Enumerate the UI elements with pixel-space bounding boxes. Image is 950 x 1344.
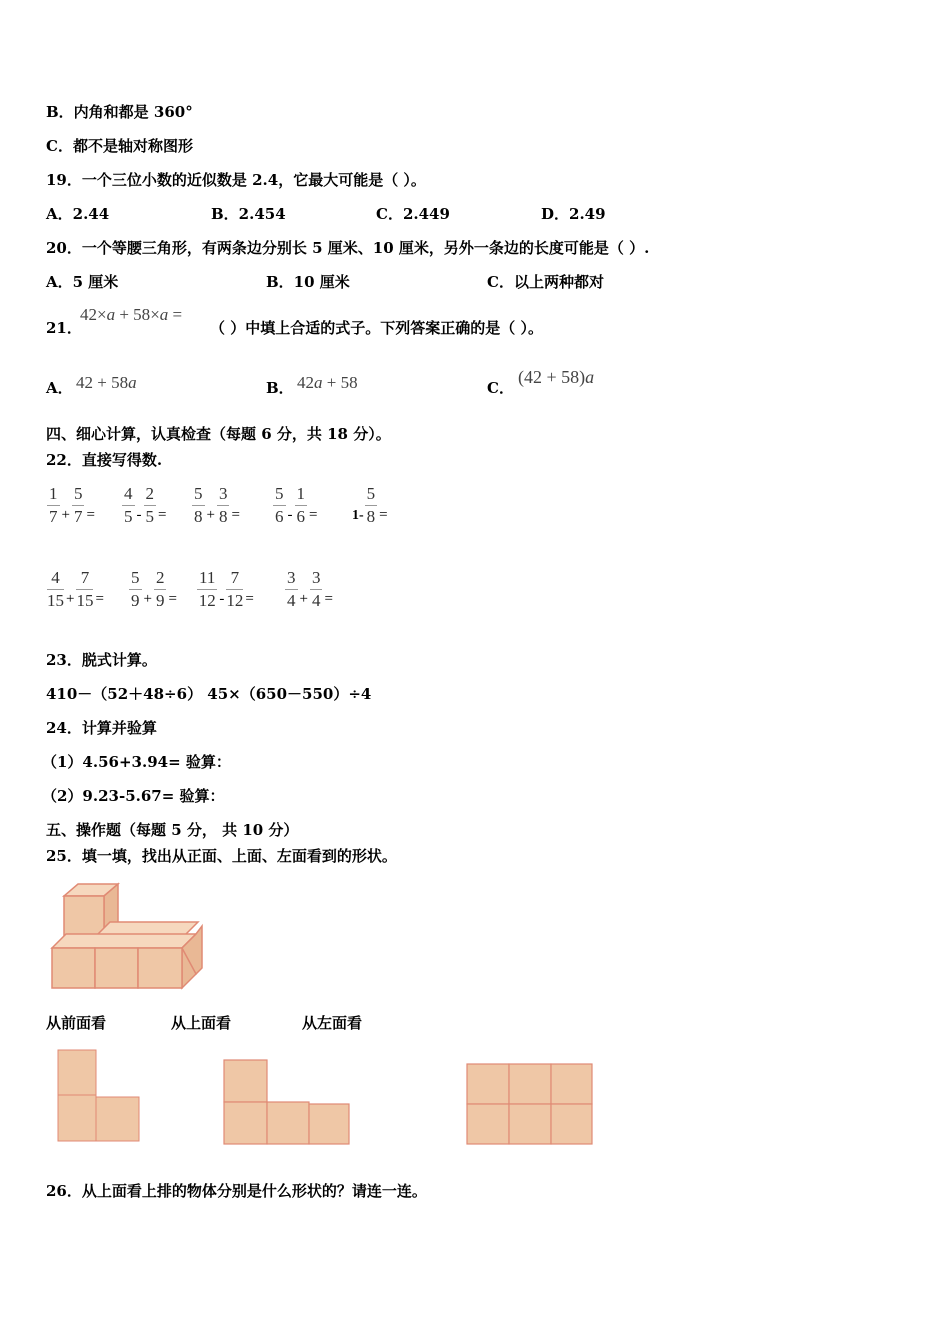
q21-option-a-label: A． — [46, 379, 73, 397]
q22-item-1: $\frac{1}{7}$ + $\frac{5}{7}$ = — [49, 484, 95, 526]
q18-option-b: B．内角和都是 360° — [46, 103, 193, 121]
square-tile — [224, 1060, 267, 1102]
square-tile — [467, 1064, 509, 1104]
q23-expressions: 410－（52＋48÷6） 45×（650－550）÷4 — [46, 685, 372, 703]
square-tile — [58, 1050, 96, 1095]
q21-expression: 42×a + 58×a = — [80, 305, 183, 324]
fraction: $\frac{7}{12}$ — [226, 568, 244, 610]
cube-front-face — [95, 948, 138, 988]
fraction: $\frac{2}{5}$ — [145, 484, 154, 526]
square-tile — [267, 1102, 309, 1144]
fraction: $\frac{5}{9}$ — [131, 568, 140, 610]
front-view-shape — [56, 1049, 142, 1143]
square-tile — [467, 1104, 509, 1144]
q26-stem: 26．从上面看上排的物体分别是什么形状的？请连一连。 — [46, 1182, 427, 1200]
square-tile — [58, 1095, 96, 1141]
fraction: $\frac{3}{4}$ — [287, 568, 296, 610]
fraction: $\frac{3}{8}$ — [218, 484, 228, 526]
q21-option-b-label: B． — [266, 379, 294, 397]
q21-option-a-expr: 42 + 58a — [76, 373, 137, 392]
q22-item-9: $\frac{3}{4}$ + $\frac{3}{4}$ = — [287, 568, 333, 610]
cube-front-face — [64, 896, 104, 936]
top-view-shape — [222, 1058, 352, 1146]
left-view-label: 从左面看 — [302, 1014, 363, 1032]
fraction: $\frac{5}{8}$ — [194, 484, 203, 526]
q19-option-b: B．2.454 — [211, 205, 286, 223]
q22-item-8: $\frac{11}{12}$ - $\frac{7}{12}$ = — [198, 568, 254, 610]
square-tile — [96, 1097, 139, 1141]
q21-option-b-expr: 42a + 58 — [297, 373, 358, 392]
q24-stem: 24．计算并验算 — [46, 719, 157, 737]
q25-stem: 25．填一填，找出从正面、上面、左面看到的形状。 — [46, 847, 397, 865]
q24-part-2: （2）9.23-5.67= 验算： — [42, 787, 225, 805]
fraction: $\frac{7}{15}$ — [76, 568, 94, 610]
q20-option-c: C．以上两种都对 — [487, 273, 604, 291]
fraction: $\frac{3}{4}$ — [311, 568, 321, 610]
fraction: $\frac{5}{7}$ — [73, 484, 83, 526]
section-4-title: 四、细心计算，认真检查（每题 6 分，共 18 分）。 — [46, 425, 391, 443]
square-tile — [224, 1102, 267, 1144]
front-view-label: 从前面看 — [46, 1014, 107, 1032]
square-tile — [309, 1104, 349, 1144]
square-tile — [509, 1104, 551, 1144]
q19-option-a: A．2.44 — [46, 205, 110, 223]
q22-stem: 22．直接写得数. — [46, 451, 163, 469]
fraction: $\frac{11}{12}$ — [198, 568, 216, 610]
fraction: $\frac{4}{15}$ — [47, 568, 64, 610]
cube-front-face — [52, 948, 95, 988]
q22-item-5: 1- $\frac{5}{8}$ = — [352, 484, 388, 526]
q21-option-c-expr: (42 + 58)a — [518, 367, 595, 387]
q23-stem: 23．脱式计算。 — [46, 651, 157, 669]
q22-item-7: $\frac{5}{9}$ + $\frac{2}{9}$ = — [131, 568, 177, 610]
q22-item-6: $\frac{4}{15}$ + $\frac{7}{15}$ = — [47, 568, 104, 610]
q20-stem: 20．一个等腰三角形，有两条边分别长 5 厘米、10 厘米，另外一条边的长度可能是（ ）. — [46, 239, 650, 257]
q21-option-c-label: C． — [487, 379, 514, 397]
top-view-label: 从上面看 — [171, 1014, 232, 1032]
square-tile — [509, 1064, 551, 1104]
q21-number: 21． — [46, 319, 82, 337]
q20-option-a: A．5 厘米 — [46, 273, 119, 291]
q22-item-4: $\frac{5}{6}$ - $\frac{1}{6}$ = — [275, 484, 318, 526]
q19-option-c: C．2.449 — [376, 205, 450, 223]
cube-front-face — [138, 948, 182, 988]
cube-top-face — [52, 934, 196, 948]
fraction: $\frac{2}{9}$ — [155, 568, 165, 610]
fraction: $\frac{5}{8}$ — [366, 484, 376, 526]
q19-stem: 19．一个三位小数的近似数是 2.4，它最大可能是（ ）。 — [46, 171, 426, 189]
q24-part-1: （1）4.56+3.94= 验算： — [42, 753, 231, 771]
square-tile — [551, 1104, 592, 1144]
fraction: $\frac{1}{7}$ — [49, 484, 58, 526]
cube-stack-figure — [46, 876, 206, 996]
fraction: $\frac{5}{6}$ — [275, 484, 284, 526]
q19-option-d: D．2.49 — [541, 205, 606, 223]
q21-stem: （ ）中填上合适的式子。下列答案正确的是（ ）。 — [210, 319, 543, 337]
q22-item-2: $\frac{4}{5}$ - $\frac{2}{5}$ = — [124, 484, 167, 526]
q22-item-3: $\frac{5}{8}$ + $\frac{3}{8}$ = — [194, 484, 240, 526]
fraction: $\frac{4}{5}$ — [124, 484, 133, 526]
left-view-shape — [465, 1062, 595, 1146]
q20-option-b: B．10 厘米 — [266, 273, 350, 291]
square-tile — [551, 1064, 592, 1104]
fraction: $\frac{1}{6}$ — [296, 484, 305, 526]
q18-option-c: C．都不是轴对称图形 — [46, 137, 193, 155]
section-5-title: 五、操作题（每题 5 分， 共 10 分） — [46, 821, 299, 839]
